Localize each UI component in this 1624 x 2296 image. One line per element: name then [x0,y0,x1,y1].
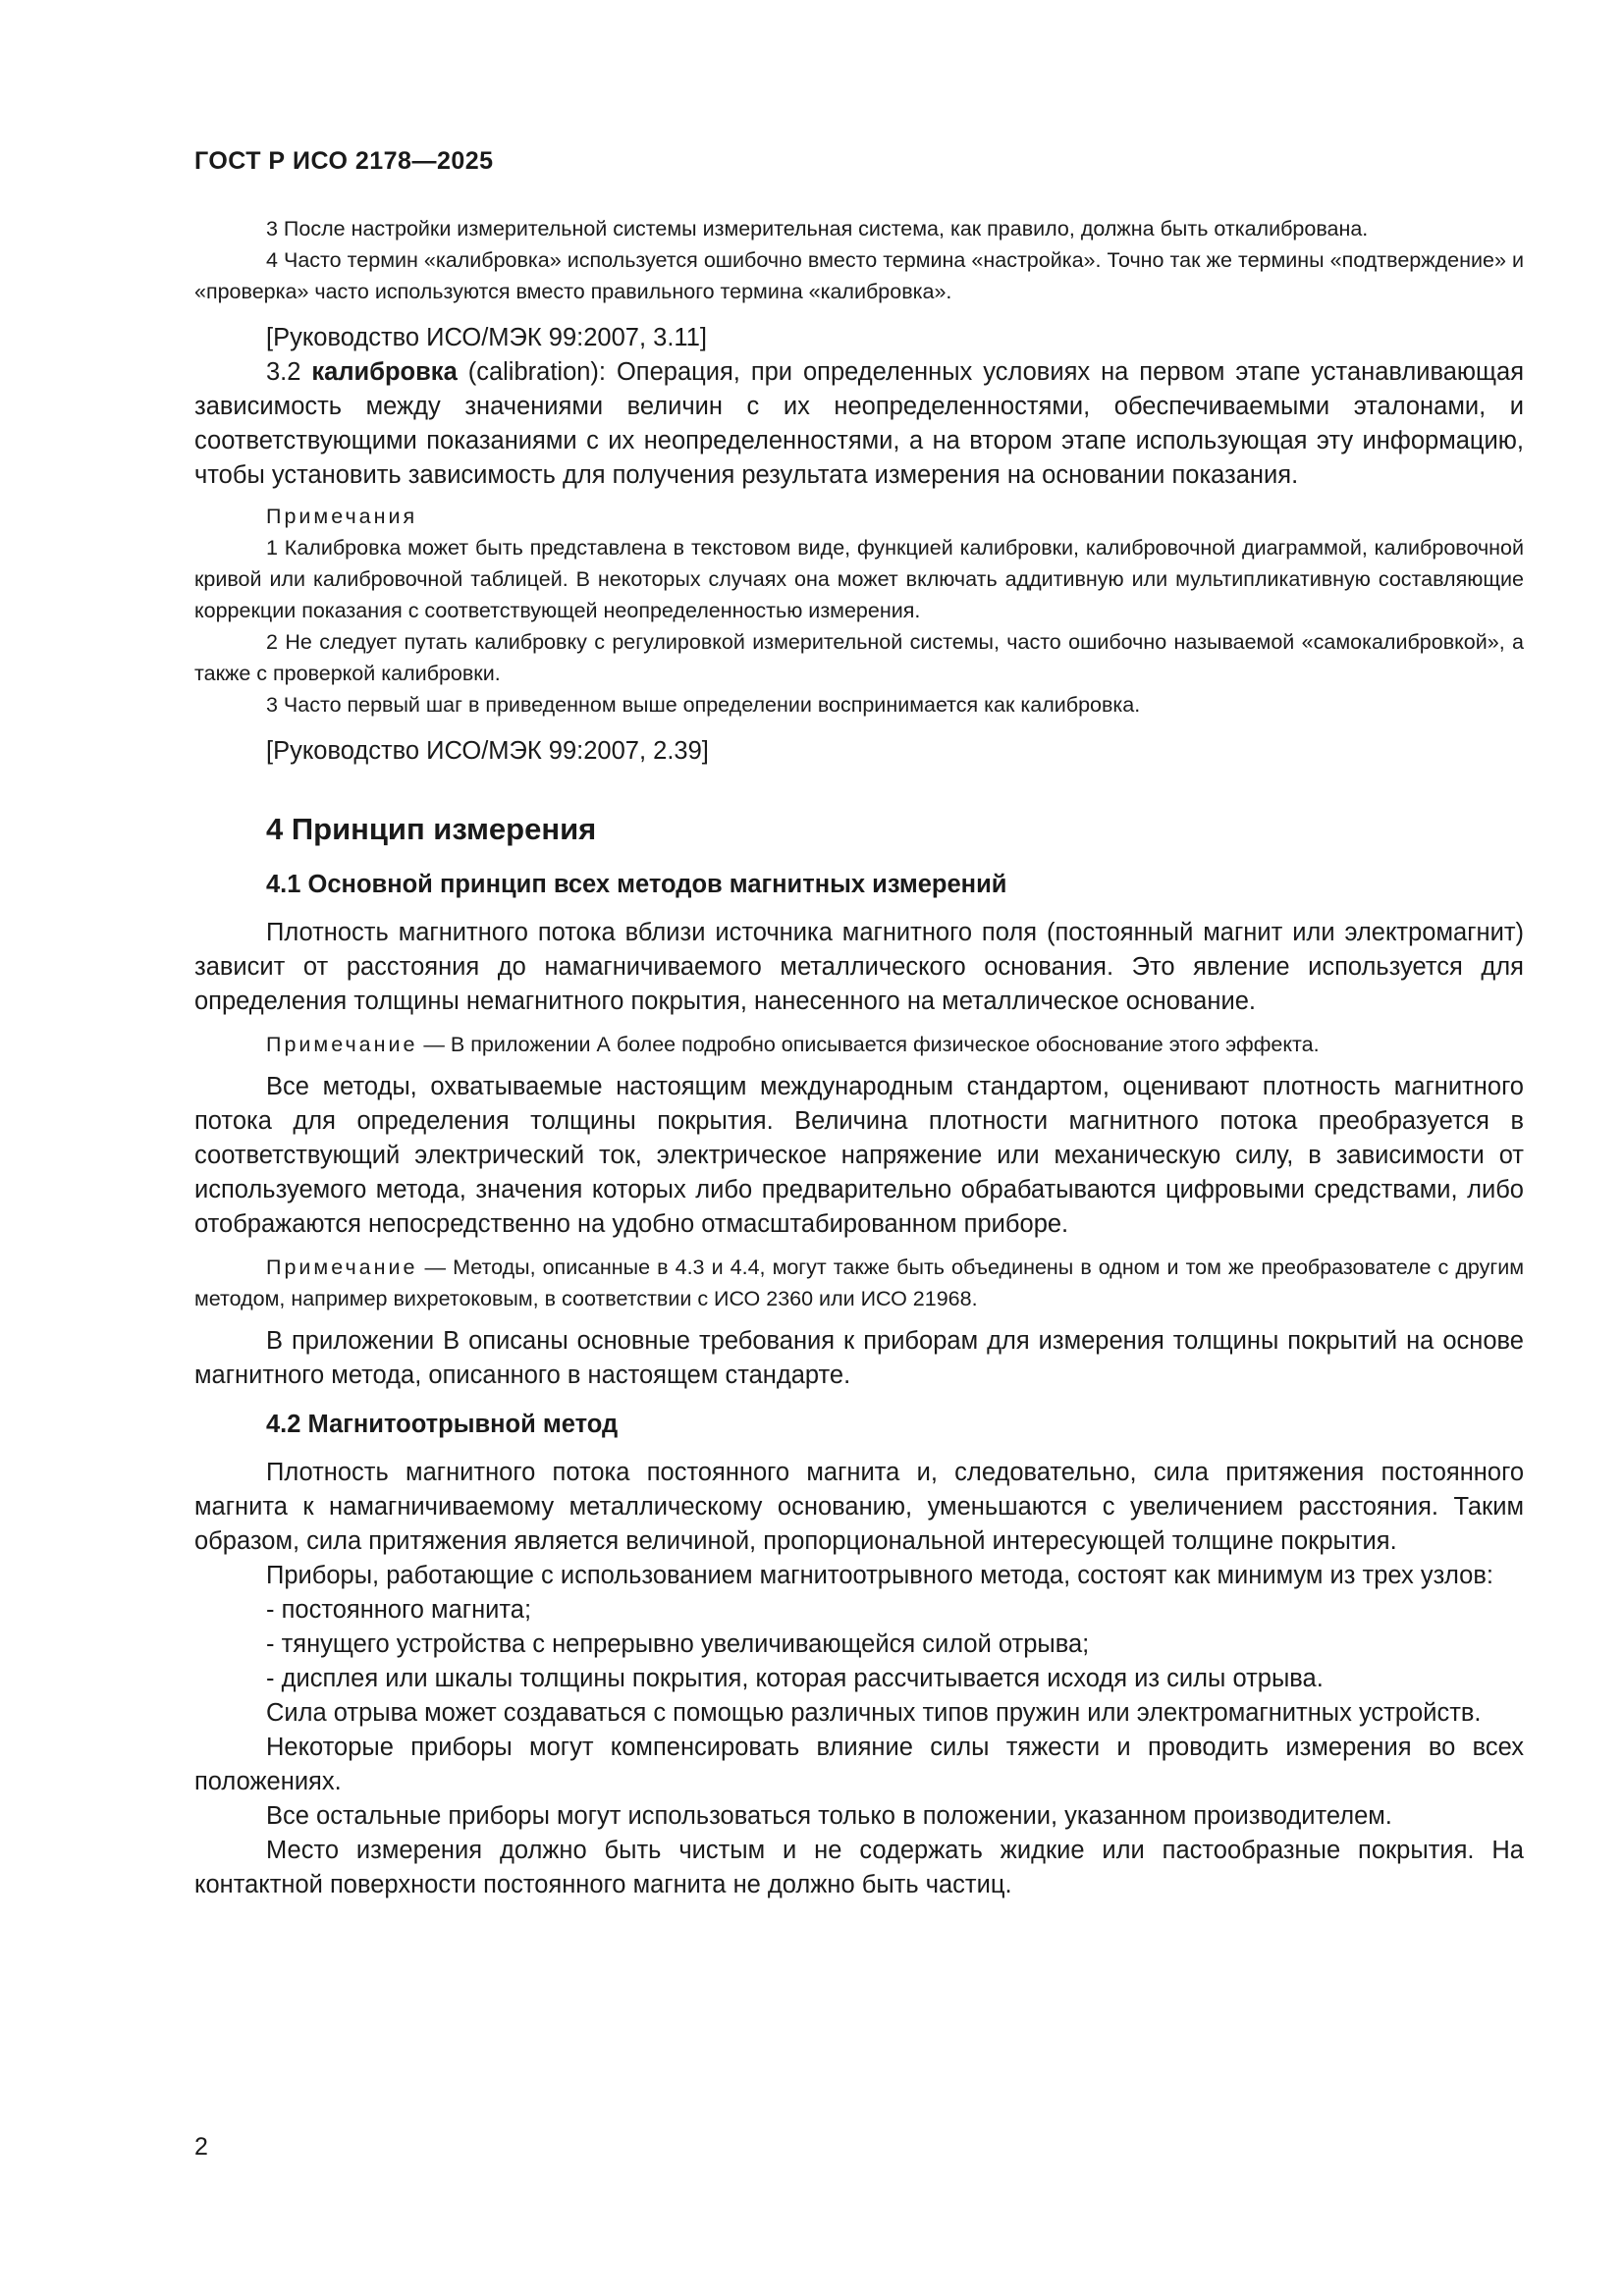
paragraph-4-2-6: Место измерения должно быть чистым и не содержать жидкие или пастообразные покрытия. На контактной поверхности постоянного магнита не должно быть частиц. [194,1837,1524,1898]
list-item: - постоянного магнита; [266,1596,532,1624]
reference-2-39: [Руководство ИСО/МЭК 99:2007, 2.39] [266,737,709,765]
paragraph-4-2-2: Приборы, работающие с использованием магнитоотрывного метода, состоят как минимум из трех узлов: [266,1562,1493,1589]
top-note-4: 4 Часто термин «калибровка» используется ошибочно вместо термина «настройка». Точно так же термины «подтверждение» и «проверка» часто используются вместо правильного термина «калибровка». [194,248,1524,303]
note-text: — В приложении А более подробно описывается физическое обоснование этого эффекта. [417,1033,1320,1056]
subsection-4-2-title: 4.2 Магнитоотрывной метод [266,1411,619,1438]
paragraph-4-1-1: Плотность магнитного потока вблизи источника магнитного поля (постоянный магнит или электромагнит) зависит от расстояния до намагничиваемого металлического основания. Это явление используется для определения толщины немагнитного покрытия, нанесенного на металлическое основание. [194,919,1524,1015]
page-number: 2 [194,2133,208,2161]
paragraph-4-2-4: Некоторые приборы могут компенсировать влияние силы тяжести и проводить измерения во всех положениях. [194,1734,1524,1795]
top-note-3: 3 После настройки измерительной системы измерительная система, как правило, должна быть откалибрована. [266,217,1369,240]
note-label: Примечание [266,1255,418,1279]
page-content [194,147,1524,1902]
definition-3-2 [194,355,1524,493]
note-4-1-a [194,1029,1524,1060]
definition-term: калибровка [311,358,458,386]
paragraph-4-2-3: Сила отрыва может создаваться с помощью различных типов пружин или электромагнитных устройств. [266,1699,1482,1727]
note-item-3: 3 Часто первый шаг в приведенном выше определении воспринимается как калибровка. [266,693,1141,717]
list-item: - дисплея или шкалы толщины покрытия, которая рассчитывается исходя из силы отрыва. [266,1665,1324,1692]
paragraph-4-2-1: Плотность магнитного потока постоянного магнита и, следовательно, сила притяжения постоянного магнита к намагничиваемому металлическому основанию, уменьшаются с увеличением расстояния. Таким образом, сила притяжения является величиной, пропорциональной интересующей толщине покрытия. [194,1459,1524,1555]
notes-heading: Примечания [266,505,418,528]
list-item: - тянущего устройства с непрерывно увеличивающейся силой отрыва; [266,1630,1090,1658]
page-header: ГОСТ Р ИСО 2178—2025 [194,147,494,175]
reference-3-11: [Руководство ИСО/МЭК 99:2007, 3.11] [266,324,707,351]
note-label: Примечание [266,1033,418,1056]
definition-text: (calibration): Операция, при определенных условиях на первом этапе устанавливающая зависимость между значениями величин с их неопределенностями, обеспечиваемыми эталонами, и соответствующими показаниями с их неопределенностями, а на втором этапе использующая эту информацию, чтобы установить зависимость для получения результата измерения на основании показания. [194,358,1525,489]
paragraph-4-2-5: Все остальные приборы могут использоваться только в положении, указанном производителем. [266,1802,1392,1830]
note-item-2: 2 Не следует путать калибровку с регулировкой измерительной системы, часто ошибочно называемой «самокалибровкой», а также с проверкой калибровки. [194,630,1524,685]
paragraph-4-1-2: Все методы, охватываемые настоящим международным стандартом, оценивают плотность магнитного потока для определения толщины покрытия. Величина плотности магнитного потока преобразуется в соответствующий электрический ток, электрическое напряжение или механическую силу, в зависимости от используемого метода, значения которых либо предварительно обрабатываются цифровыми средствами, либо отображаются непосредственно на удобно отмасштабированном приборе. [194,1073,1524,1238]
note-text: — Методы, описанные в 4.3 и 4.4, могут также быть объединены в одном и том же преобразователе с другим методом, например вихретоковым, в соответствии с ИСО 2360 или ИСО 21968. [194,1255,1524,1310]
note-4-1-b [194,1252,1524,1314]
paragraph-4-1-3: В приложении В описаны основные требования к приборам для измерения толщины покрытий на основе магнитного метода, описанного в настоящем стандарте. [194,1327,1524,1389]
subsection-4-1-title: 4.1 Основной принцип всех методов магнитных измерений [266,871,1007,898]
definition-number: 3.2 [266,358,301,386]
section-4-title: 4 Принцип измерения [266,812,597,846]
note-item-1: 1 Калибровка может быть представлена в текстовом виде, функцией калибровки, калибровочной диаграммой, калибровочной кривой или калибровочной таблицей. В некоторых случаях она может включать аддитивную или мультипликативную составляющие коррекции показания с соответствующей неопределенностью измерения. [194,536,1524,622]
